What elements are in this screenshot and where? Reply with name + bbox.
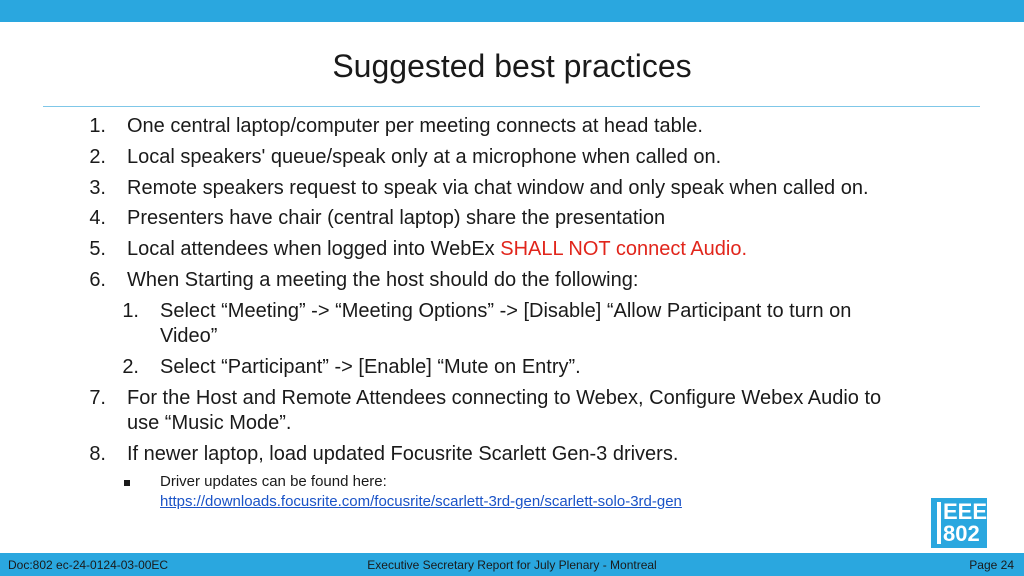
list-text: If newer laptop, load updated Focusrite Scarlett Gen-3 drivers. bbox=[127, 443, 679, 465]
list-text: For the Host and Remote Attendees connecting to Webex, Configure Webex Audio to bbox=[127, 387, 882, 409]
footer-doc-id: Doc:802 ec-24-0124-03-00EC bbox=[8, 558, 169, 572]
list-number: 4. bbox=[89, 207, 106, 229]
bullet-square-icon bbox=[124, 480, 130, 486]
slide-title: Suggested best practices bbox=[332, 48, 692, 84]
logo-text-top: EEE bbox=[943, 499, 988, 524]
list-text: Remote speakers request to speak via chat window and only speak when called on. bbox=[127, 177, 869, 199]
list-text-plain: Local attendees when logged into WebEx bbox=[127, 238, 501, 260]
list-number: 1. bbox=[89, 115, 106, 137]
footer-report-title: Executive Secretary Report for July Plenary - Montreal bbox=[367, 558, 657, 572]
list-number: 6. bbox=[89, 269, 106, 291]
warning-text: SHALL NOT connect Audio. bbox=[500, 238, 748, 260]
list-text: When Starting a meeting the host should do the following: bbox=[127, 269, 639, 291]
list-text: One central laptop/computer per meeting connects at head table. bbox=[127, 115, 703, 137]
bullet-text: Driver updates can be found here: bbox=[160, 473, 387, 490]
logo-text-bottom: 802 bbox=[943, 521, 980, 546]
ieee-802-logo bbox=[931, 498, 987, 548]
list-number: 5. bbox=[89, 238, 106, 260]
sub-list-number: 1. bbox=[122, 300, 139, 322]
sub-list-text: Select “Meeting” -> “Meeting Options” -> [Disable] “Allow Participant to turn on bbox=[160, 300, 852, 322]
title-divider bbox=[43, 106, 980, 107]
sub-list-number: 2. bbox=[122, 356, 139, 378]
list-number: 2. bbox=[89, 146, 106, 168]
list-text: Local speakers' queue/speak only at a microphone when called on. bbox=[127, 146, 722, 168]
list-number: 8. bbox=[89, 443, 106, 465]
footer-bar bbox=[0, 553, 1024, 576]
footer-page-number: Page 24 bbox=[969, 558, 1014, 572]
sub-list-text: Video” bbox=[160, 325, 218, 347]
top-accent-bar bbox=[0, 0, 1024, 22]
list-text: Presenters have chair (central laptop) share the presentation bbox=[127, 207, 666, 229]
logo-bar bbox=[937, 502, 941, 544]
list-number: 3. bbox=[89, 177, 106, 199]
sub-list-text: Select “Participant” -> [Enable] “Mute on Entry”. bbox=[160, 356, 581, 378]
list-text: use “Music Mode”. bbox=[127, 412, 292, 434]
driver-download-link[interactable]: https://downloads.focusrite.com/focusrite/scarlett-3rd-gen/scarlett-solo-3rd-gen bbox=[160, 493, 682, 510]
list-text bbox=[127, 236, 747, 262]
list-number: 7. bbox=[89, 387, 106, 409]
